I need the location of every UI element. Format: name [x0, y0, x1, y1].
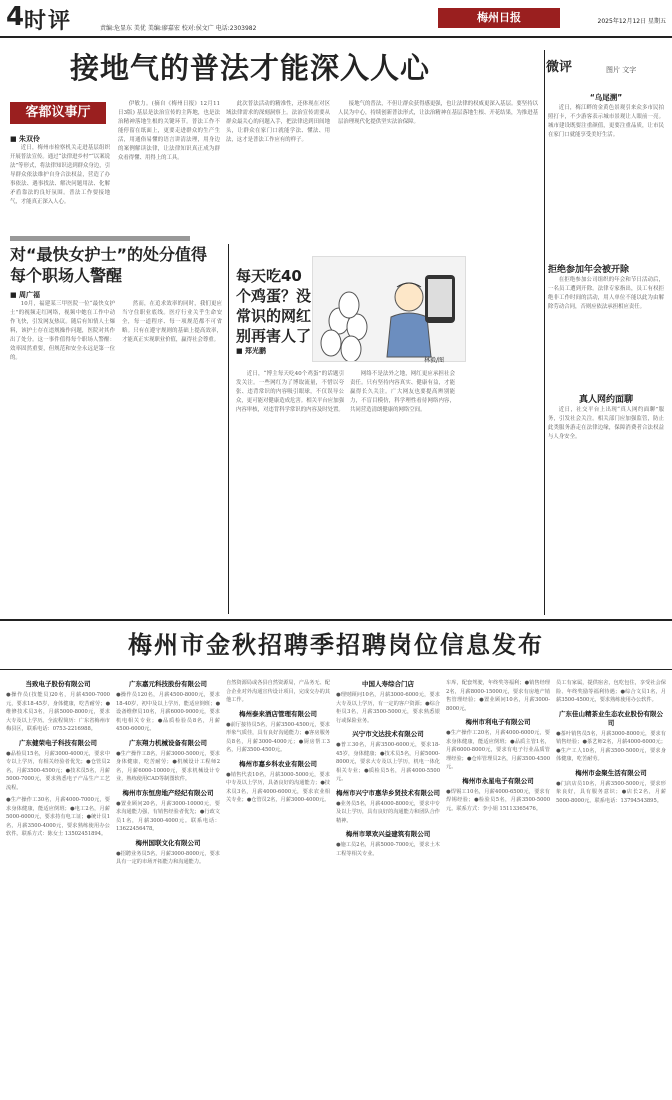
- wei-comment-header: [546, 56, 664, 82]
- job-details: ●施工员2名，月薪5000-7000元，要求土木工程等相关专业。: [336, 842, 440, 857]
- job-details: 自然资源局或各县自然资源局，产品务无、配合企业对外沟通宣传设计项目，完成交办的其他工作。: [226, 680, 330, 703]
- lead-column-4: [338, 100, 538, 240]
- section3-author: ■ 郑光鹏: [236, 347, 267, 355]
- section2-author: ■ 周广福: [10, 291, 41, 299]
- right-item1-text: [548, 104, 664, 256]
- page-number: 4: [6, 2, 25, 32]
- section3-headline: 每天吃40个鸡蛋？没常识的网红别再害人了: [236, 267, 312, 345]
- job-details: ●生产操作工8名，月薪3000-5000元，要求身体健康，吃苦耐劳；●机械设计工程师2名，月薪6000-10000元，要求机械设计专业，熟练使用CAD等制图软件。: [116, 750, 220, 782]
- lead-column-1: [10, 144, 110, 232]
- section3-col2-text: 网络不是法外之地，网红更应承担社会责任。只有坚持内容真实、健康有益，才能赢得长久关注。广大网友也要提高辨别能力，不盲目模仿，科学理性看待网络内容，共同营造清朗健康的网络空间。: [350, 371, 455, 413]
- job-block: [336, 788, 440, 826]
- right-column-rule: [544, 50, 545, 615]
- job-details: ●理财顾问10名，月薪3000-6000元，要求大专及以上学历，有一定的客户资源；●综合柜员3名，月薪3500-5000元，要求熟悉银行或保险业务。: [336, 692, 440, 724]
- company-name: 梅州泰来酒店管理有限公司: [239, 709, 317, 718]
- job-details: ●门店店员10名，月薪3500-5000元，要求形象良好，具有服务意识；●店长2名，月薪5000-8000元。联系电话：13794543895。: [556, 780, 666, 804]
- company-name: 梅州国联文化有限公司: [135, 838, 201, 847]
- job-details: ●操作员(技能员)20名，月薪4500-7000元，要求18-45岁，身体健康，吃苦耐劳；●维修技术员3名，月薪5000-8000元，要求大专及以上学历。全流程简历：广东省梅州市梅县区，联系电话：0753-2216988。: [6, 692, 110, 732]
- section2-column-2: [122, 300, 222, 610]
- section2-headline: 对“最快女护士”的处分值得每个职场人警醒: [10, 245, 208, 285]
- company-name: 兴宁市文达技术有限公司: [352, 730, 424, 738]
- staff-line: 责编:危显东 美优 美编:廖嘉宏 校对:侯文广 电话:2303982: [100, 25, 257, 32]
- job-block: [556, 768, 666, 806]
- section3-column-2: [350, 370, 455, 610]
- job-block: [556, 679, 666, 705]
- section-divider-bar: [10, 236, 190, 241]
- cartoon-credit: 林毅/图: [424, 357, 445, 364]
- company-name: 广东嘉元科技股份有限公司: [129, 680, 207, 688]
- lead-headline: 接地气的普法才能深入人心: [69, 51, 430, 85]
- job-block: [116, 838, 220, 867]
- job-details: ●焊锡工10名，月薪4000-6500元，要求有焊锡经验；●检验员5名，月薪3500-5000元。联系方式：李小姐 15113365476。: [446, 788, 550, 812]
- right-item1-body: 近日，梅江畔的金黄色景观引来众多市民拍照打卡，不少游客表示城市景观让人眼前一亮。城市建设既要注重颜值，更要注重品质，让市民在家门口就能享受美好生活。: [548, 105, 664, 138]
- lead-author: ■ 朱双伶: [10, 135, 41, 143]
- jobs-column-2: [116, 676, 220, 1096]
- jobs-column-3: [226, 676, 330, 1096]
- job-block: [446, 717, 550, 772]
- company-name: 中国人寿综合门店: [362, 680, 414, 688]
- job-block: [336, 829, 440, 858]
- column-badge: 客都议事厅: [10, 102, 106, 124]
- company-name: 梅州市兴宁市惠华乡贤技术有限公司: [336, 788, 440, 797]
- job-block: [446, 679, 550, 713]
- right-item3-body: 近日，社交平台上出现“真人网约面聊”服务，引发社会关注。相关部门应加强监管，防止此类服务游走在法律边缘，保障消费者合法权益与人身安全。: [548, 407, 664, 440]
- right-item1-title: “乌尾溯”: [589, 93, 623, 102]
- company-name: 梅州市翠欢兴益建筑有限公司: [345, 830, 431, 838]
- job-details: ●茶叶销售员5名，月薪3000-8000元，要求有销售经验；●茶艺师2名，月薪4000-6000元；●生产工人10名，月薪3500-5000元，要求身体健康，吃苦耐劳。: [556, 730, 666, 762]
- job-details: ●品检员15名，月薪3000-4000元，要求中专以上学历，有相关经验者优先；●仓管员2名，月薪3500-4500元；●技术员5名，月薪5000-7000元，要求熟悉电子产品生产工艺流程。: [6, 750, 110, 791]
- company-name: 梅州市永星电子有限公司: [462, 776, 534, 785]
- jobs-column-1: [6, 676, 110, 1096]
- job-details: ●招聘业务员5名，月薪3000-8000元，要求具有一定的市场开拓能力和沟通能力。: [116, 850, 220, 865]
- company-name: 梅州市东恒房地产经纪有限公司: [122, 788, 214, 797]
- page-header: [0, 0, 672, 38]
- company-name: 梅州市金聚生活有限公司: [575, 768, 647, 777]
- lead-column-2: [118, 100, 220, 240]
- right-item3-text: [548, 406, 664, 606]
- jobs-column-4: [336, 676, 440, 1096]
- lead-col2-text: 伊敏力。(摘自《梅州日报》12月11日3版) 基层是法治宣传的主阵地，也是法治精神落地生根的关键环节。普法工作不能停留在纸面上，更要走进群众的生产生活，用通俗易懂的语言讲清法理，用身边的案例解读法律，让法律知识真正成为群众看得懂、用得上的工具。: [118, 101, 220, 161]
- jobs-headline: 梅州市金秋招聘季招聘岗位信息发布: [0, 619, 672, 670]
- jobs-column-5: [446, 676, 550, 1096]
- job-block: [6, 738, 110, 793]
- issue-date: 2025年12月12日 星期五: [597, 18, 666, 25]
- wei-subtitle: 图片 文字: [606, 66, 637, 74]
- company-name: 广东翔力机械设备有限公司: [129, 738, 207, 747]
- section2-column-1: [10, 300, 115, 610]
- right-item2-body: 在拒绝参加公司组织的年会和节日活动后，一名员工遭到开除。法律专家指出，员工有权拒绝非工作时间的活动，用人单位不能以此为由解除劳动合同，否则应依法承担相应责任。: [548, 277, 664, 310]
- section-name: 时评: [24, 9, 73, 34]
- company-name: 广东佳山精茶业生态农业股份有限公司: [559, 709, 663, 727]
- job-block: [226, 709, 330, 755]
- job-block: [116, 738, 220, 784]
- section2-col1-text: 10月，福建某三甲医院一位“最快女护士”的视频走红网络，视频中她在工作中动作飞快，引发网友热议。随后有知情人士爆料，该护士存在违规操作问题，医院对其作出了处分。这一事件值得每个职场人警醒：效率固然重要，但规范和安全永远是第一位的。: [10, 301, 115, 361]
- section3-column-1: [236, 370, 344, 610]
- job-block: [6, 796, 110, 839]
- job-block: [226, 759, 330, 805]
- job-details: ●销售代表10名，月薪3000-5000元，要求中专及以上学历，具备良好的沟通能力；●技术员3名，月薪4000-6000元，要求农业相关专业；●仓管员2名，月薪3000-4000元。: [226, 771, 330, 803]
- job-block: [116, 679, 220, 734]
- job-block: [336, 729, 440, 784]
- job-block: [336, 679, 440, 725]
- job-block: [446, 776, 550, 814]
- lead-col1-text: 近日，梅州市检察机关走进基层组织开展普法宣传。通过“法律进乡村”“以案说法”等形式，将法律知识送到群众身边，引导群众依法维护自身合法权益，营造了办事依法、遇事找法、解决问题用法、化解矛盾靠法的良好氛围。普法工作要接地气，才能真正深入人心。: [10, 145, 110, 205]
- lead-column-3: [226, 100, 330, 240]
- lead-col3-text: 此次普法活动的精准性，还体现在对区域法律需求的深刻洞察上。法治宣传需要从群众最关心的问题入手，把法律送到田间地头，让群众在家门口就能学法、懂法、用法，这才是普法工作应有的样子。: [226, 101, 330, 143]
- section3-col1-text: 近日，“博主每天吃40个鸡蛋”的话题引发关注。一些网红为了博取流量，不惜以夸张、违背常识的内容吸引眼球，不仅误导公众，更可能对健康造成危害。相关平台应加强内容审核，对违背科学常识的内容及时处置。: [236, 371, 344, 413]
- jobs-column-6: [556, 676, 666, 1096]
- section2-col2-text: 然而，在追求效率的同时，我们更应当守住职业底线。医疗行业关乎生命安全，每一道程序、每一项规范都不可省略。只有在遵守规则的基础上提高效率，才能真正实现职业价值，赢得社会尊重。: [122, 301, 222, 343]
- cartoon-illustration: [312, 256, 466, 362]
- job-details: ●前厅接待员5名，月薪3500-4500元，要求形象气质佳，具有良好沟通能力；●客房服务员8名，月薪3000-4000元；●厨房帮工3名，月薪3500-4500元。: [226, 721, 330, 753]
- job-details: ●生产操作工20名，月薪4000-6000元，要求身体健康，能适应倒班；●品质主管1名，月薪6000-8000元，要求有电子行业品质管理经验；●仓库管理员2名，月薪3500-4500元。: [446, 730, 550, 770]
- egg-cartoon-icon: [313, 257, 465, 361]
- right-item2-title: 拒绝参加年会被开除: [548, 265, 630, 275]
- right-item3-title: 真人网约面聊: [578, 395, 633, 405]
- company-name: 梅州市利电子有限公司: [465, 718, 531, 726]
- lead-col4-text: 接地气的普法，不但让群众获得感更强，也让法律的权威更深入基层。要坚持以人民为中心，持续创新普法形式，让法治精神在基层落地生根、开花结果，为推进基层治理现代化提供坚实法治保障。: [338, 101, 538, 125]
- job-block: [116, 788, 220, 834]
- job-details: ●操作员120名，月薪4500-8000元，要求18-40岁，初中及以上学历，能适应倒班；●设备维修员10名，月薪6000-9000元，要求机电相关专业；●品质检验员8名，月薪4500-6000元。: [116, 692, 220, 732]
- job-details: 员工有家属，提供宿舍，包吃包住，享受社会保险、年终奖励等福利待遇；●综合文员1名，月薪3500-4500元，要求熟练使用办公软件。: [556, 680, 666, 703]
- newspaper-logo: 梅州日报: [438, 8, 560, 28]
- company-name: 广东健荣电子科技有限公司: [19, 738, 97, 747]
- job-details: ●生产操作工30名，月薪4000-7000元，要求身体健康，能适应倒班；●电工2名，月薪5000-6000元，要求持有电工证；●统计员1名，月薪3500-4000元，要求熟练使用办公软件。联系方式：陈女士 13502451894。: [6, 797, 110, 837]
- company-name: 梅州市嘉乡科农业有限公司: [239, 759, 317, 768]
- job-details: ●业务员5名，月薪4000-8000元，要求中专及以上学历，具有良好的沟通能力和团队合作精神。: [336, 800, 440, 824]
- job-block: [6, 679, 110, 734]
- job-block: [556, 709, 666, 764]
- right-item2-text: [548, 276, 664, 386]
- company-name: 当致电子股份有限公司: [25, 680, 91, 688]
- job-block: [226, 679, 330, 705]
- wei-label: 微评: [546, 60, 573, 75]
- job-details: ●置业顾问20名，月薪3000-10000元，要求沟通能力强，有销售经验者优先；●行政文员1名，月薪3000-4000元。联系电话：13622456478。: [116, 800, 220, 832]
- column-rule: [228, 244, 229, 614]
- job-details: 车库，配套驾驶，年终奖等福利；●销售经理2名，月薪8000-15000元，要求有房地产销售管理经验；●置业顾问10名，月薪3000-8000元。: [446, 680, 550, 712]
- job-details: ●普工30名，月薪3500-6000元，要求18-45岁，身体健康；●技术员5名，月薪5000-8000元，要求大专及以上学历，机电一体化相关专业；●质检员5名，月薪4000-5500元。: [336, 742, 440, 782]
